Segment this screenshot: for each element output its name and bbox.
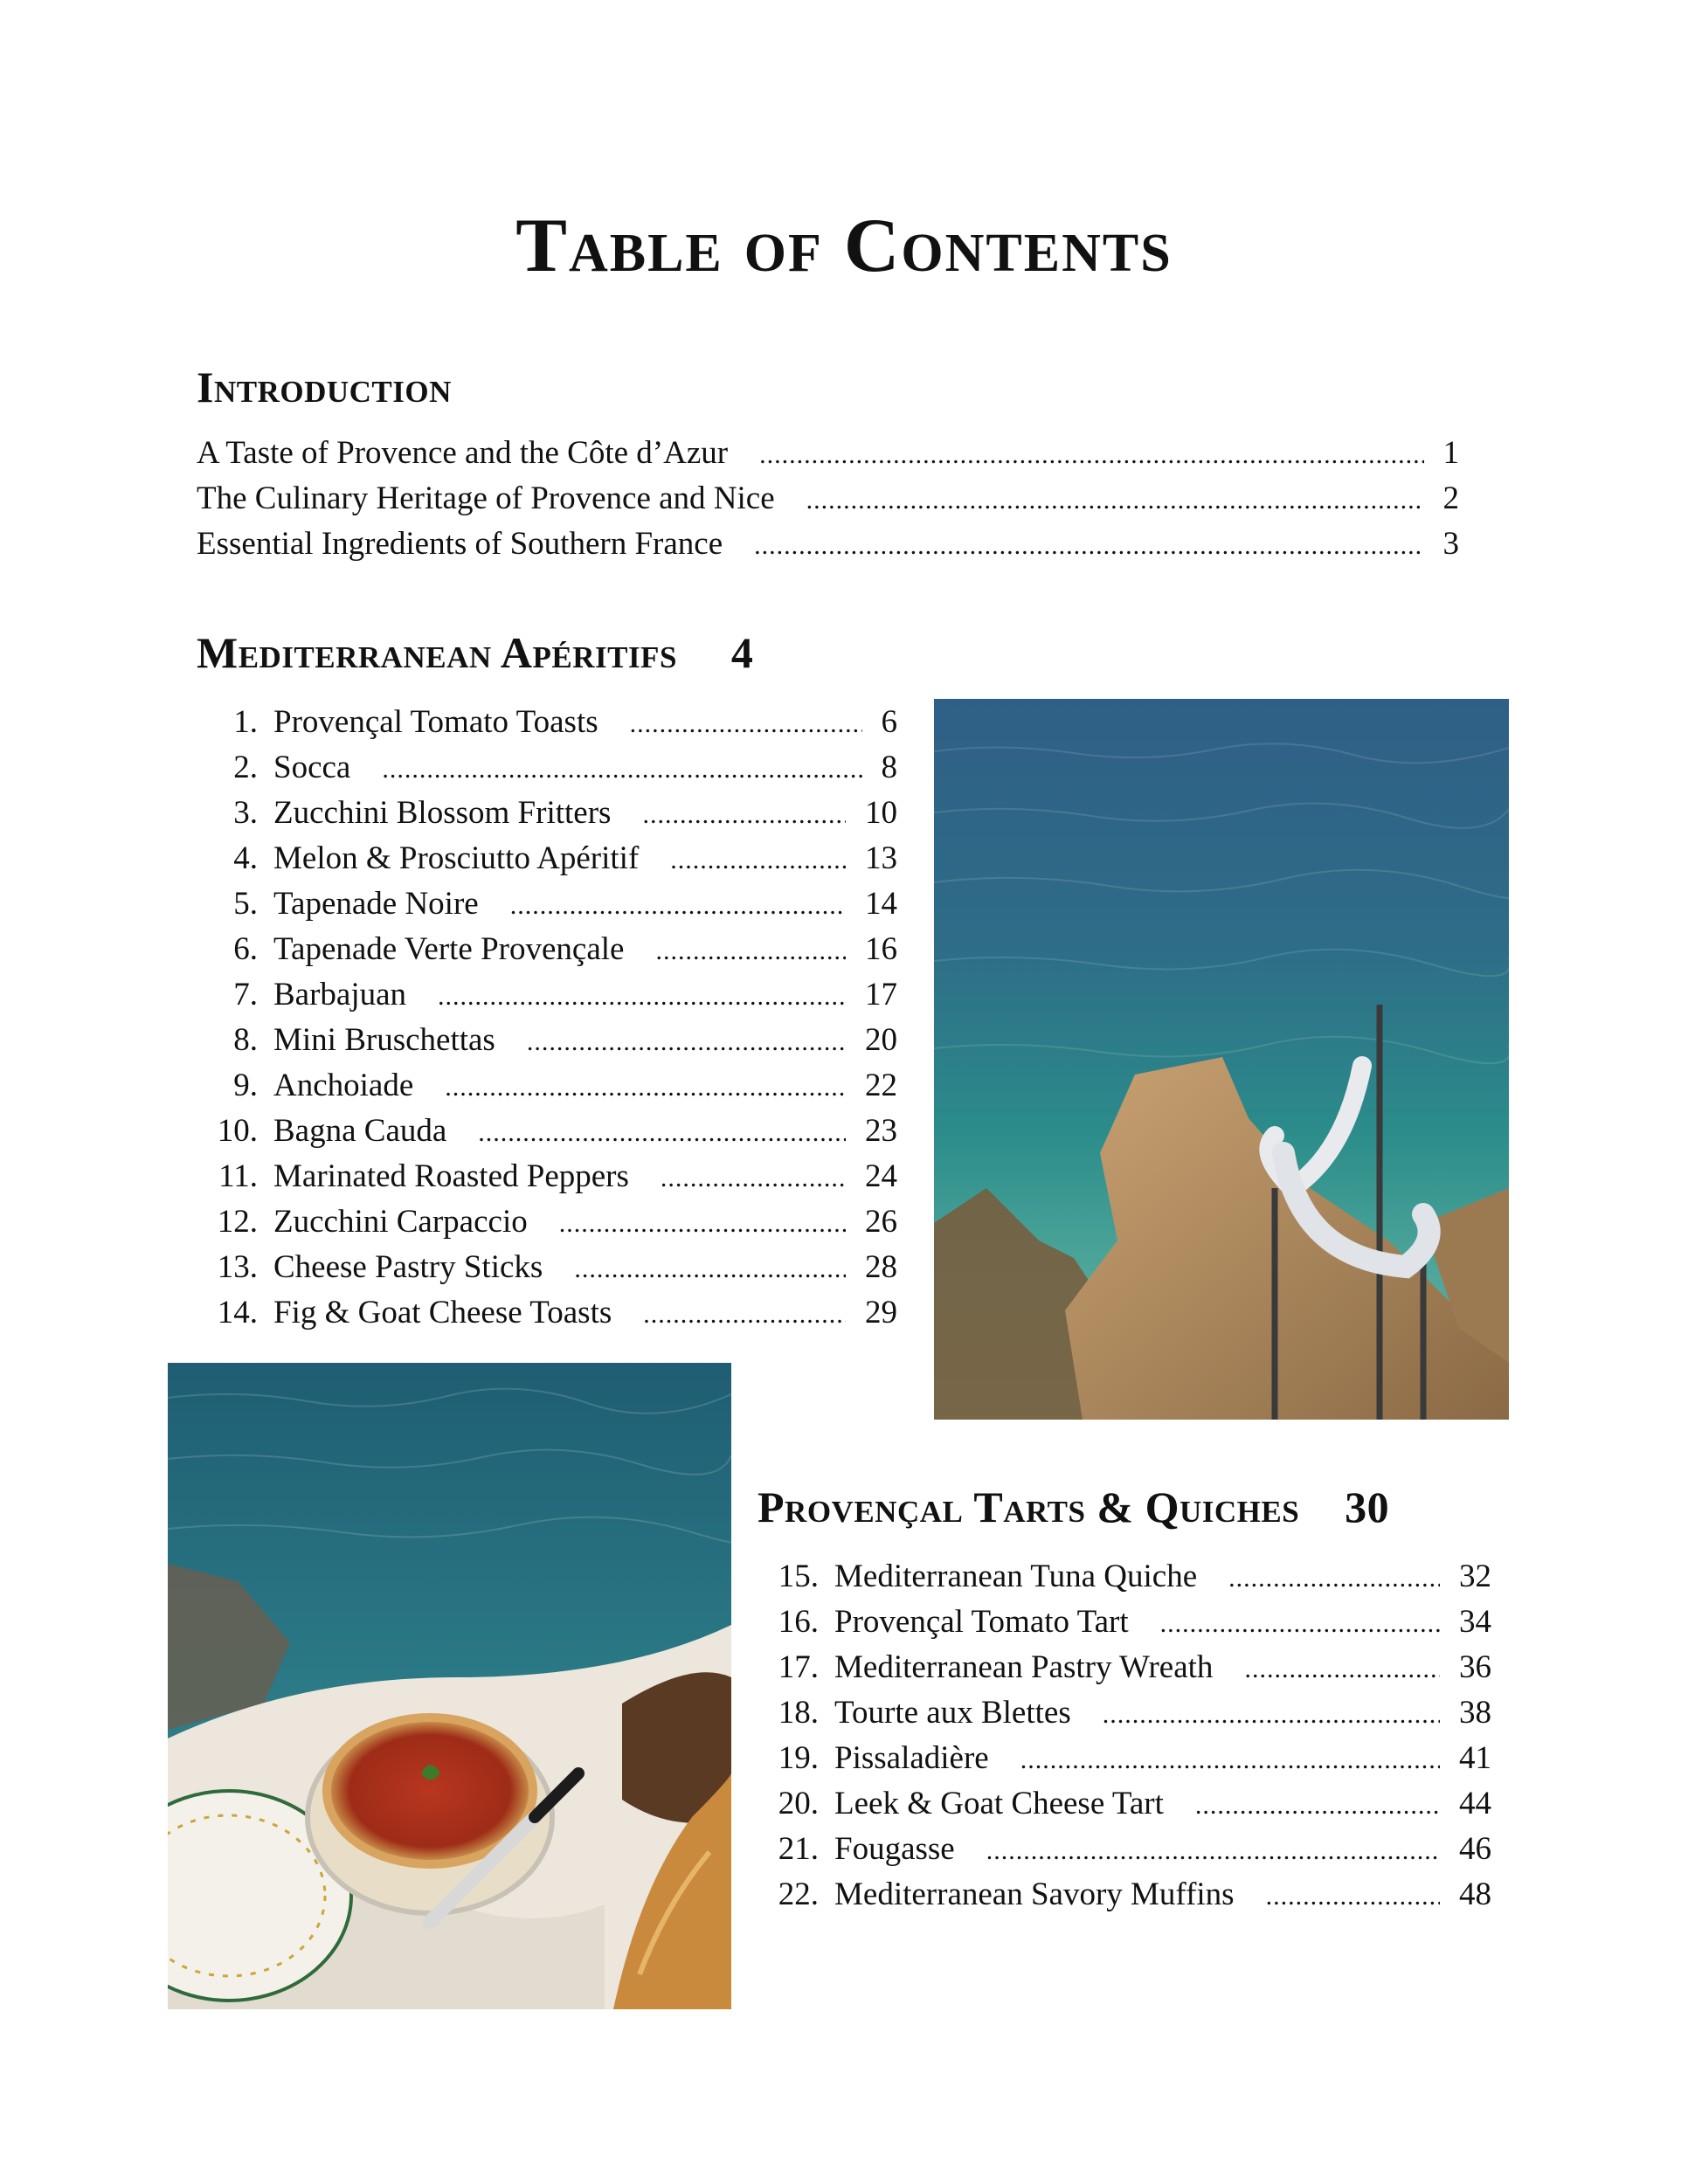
toc-entry[interactable] [197, 933, 897, 978]
entry-page-number: 36 [1459, 1649, 1491, 1685]
toc-entry[interactable] [197, 437, 1459, 482]
dot-leader [438, 984, 846, 1010]
entry-page-number: 17 [865, 977, 897, 1013]
dot-leader [1195, 1793, 1440, 1819]
sea-steps-illustration [934, 699, 1509, 1420]
entry-number: 14. [217, 1295, 258, 1330]
entry-page-number: 46 [1459, 1831, 1491, 1867]
toc-entry[interactable] [197, 706, 897, 751]
tomato-tart-illustration [168, 1363, 731, 2009]
entry-title: Mediterranean Savory Muffins [834, 1876, 1235, 1912]
toc-entry[interactable] [197, 1024, 897, 1069]
toc-entry[interactable] [758, 1833, 1491, 1878]
entry-page-number: 1 [1442, 435, 1459, 471]
dot-leader [510, 893, 846, 919]
toc-entry[interactable] [197, 978, 897, 1024]
entry-number: 11. [218, 1158, 258, 1194]
dot-leader [806, 487, 1424, 514]
dot-leader [1244, 1656, 1440, 1683]
entry-number: 15. [778, 1559, 819, 1594]
entry-page-number: 29 [865, 1295, 897, 1330]
toc-entry[interactable] [758, 1787, 1491, 1833]
dot-leader [1266, 1883, 1440, 1910]
entry-number: 6. [233, 931, 258, 967]
entry-number: 19. [778, 1740, 819, 1776]
entry-title: Zucchini Carpaccio [273, 1204, 528, 1240]
toc-entry[interactable] [197, 888, 897, 933]
dot-leader [630, 711, 862, 737]
dot-leader [478, 1120, 846, 1146]
entry-number: 4. [233, 840, 258, 876]
entry-number: 12. [217, 1204, 258, 1240]
section-title: Introduction [197, 363, 452, 411]
entry-number: 21. [778, 1831, 819, 1867]
toc-entry[interactable] [758, 1606, 1491, 1651]
toc-entry[interactable] [197, 1251, 897, 1296]
entry-number: 16. [778, 1604, 819, 1640]
toc-entry[interactable] [758, 1697, 1491, 1742]
entry-page-number: 13 [865, 840, 897, 876]
entry-page-number: 16 [865, 931, 897, 967]
entry-number: 3. [233, 795, 258, 831]
section-heading-introduction [197, 365, 452, 409]
dot-leader [642, 802, 846, 828]
section-heading-aperitifs [197, 628, 754, 677]
dot-leader [1160, 1611, 1440, 1637]
entry-title: Zucchini Blossom Fritters [273, 795, 612, 831]
page-title: Table of Contents [515, 204, 1173, 288]
entry-page-number: 23 [865, 1113, 897, 1149]
dot-leader [661, 1165, 846, 1192]
toc-entry[interactable] [197, 1206, 897, 1251]
entry-page-number: 34 [1459, 1604, 1491, 1640]
aperitifs-list [197, 706, 897, 1342]
section-page-number: 30 [1345, 1482, 1390, 1531]
toc-entry[interactable] [197, 528, 1459, 573]
entry-number: 17. [778, 1649, 819, 1685]
entry-page-number: 48 [1459, 1876, 1491, 1912]
entry-title: Socca [273, 750, 351, 785]
entry-page-number: 32 [1459, 1559, 1491, 1594]
entry-page-number: 26 [865, 1204, 897, 1240]
entry-page-number: 14 [865, 886, 897, 922]
entry-title: Barbajuan [273, 977, 407, 1013]
entry-page-number: 10 [865, 795, 897, 831]
entry-title: Bagna Cauda [273, 1113, 447, 1149]
tomato-tart-photo [168, 1363, 731, 2009]
toc-entry[interactable] [197, 751, 897, 797]
entry-title: Tourte aux Blettes [834, 1695, 1071, 1731]
toc-entry[interactable] [758, 1651, 1491, 1697]
toc-entry[interactable] [197, 1296, 897, 1342]
tarts-list [758, 1560, 1491, 1924]
entry-title: A Taste of Provence and the Côte d’Azur [197, 435, 729, 471]
toc-entry[interactable] [758, 1878, 1491, 1924]
entry-title: Tapenade Noire [273, 886, 479, 922]
section-title: Mediterranean Apéritifs [197, 628, 677, 677]
entry-title: Mediterranean Pastry Wreath [834, 1649, 1214, 1685]
introduction-list [197, 437, 1459, 573]
entry-page-number: 24 [865, 1158, 897, 1194]
entry-title: Provençal Tomato Tart [834, 1604, 1129, 1640]
section-heading-tarts [758, 1482, 1390, 1531]
section-page-number: 4 [730, 628, 754, 677]
entry-title: Tapenade Verte Provençale [273, 931, 625, 967]
entry-title: The Culinary Heritage of Provence and Nice [197, 480, 775, 516]
toc-entry[interactable] [197, 1069, 897, 1115]
entry-page-number: 8 [881, 750, 897, 785]
toc-entry[interactable] [197, 482, 1459, 528]
entry-number: 5. [233, 886, 258, 922]
entry-page-number: 3 [1442, 526, 1459, 562]
entry-page-number: 6 [881, 704, 897, 740]
entry-number: 22. [778, 1876, 819, 1912]
entry-number: 7. [233, 977, 258, 1013]
entry-page-number: 22 [865, 1068, 897, 1103]
toc-entry[interactable] [197, 1115, 897, 1160]
dot-leader [445, 1075, 846, 1101]
section-title: Provençal Tarts & Quiches [758, 1482, 1300, 1531]
dot-leader [986, 1838, 1440, 1864]
toc-entry[interactable] [197, 842, 897, 888]
entry-number: 8. [233, 1022, 258, 1058]
entry-title: Melon & Prosciutto Apéritif [273, 840, 640, 876]
entry-page-number: 2 [1442, 480, 1459, 516]
entry-title: Fougasse [834, 1831, 955, 1867]
dot-leader [754, 533, 1423, 559]
entry-number: 1. [233, 704, 258, 740]
entry-number: 10. [217, 1113, 258, 1149]
sea-steps-photo [934, 699, 1509, 1420]
toc-entry[interactable] [197, 1160, 897, 1206]
dot-leader [670, 847, 846, 874]
entry-title: Cheese Pastry Sticks [273, 1249, 543, 1285]
entry-number: 13. [217, 1249, 258, 1285]
entry-number: 20. [778, 1786, 819, 1821]
entry-page-number: 38 [1459, 1695, 1491, 1731]
entry-number: 9. [233, 1068, 258, 1103]
entry-page-number: 44 [1459, 1786, 1491, 1821]
entry-title: Pissaladière [834, 1740, 989, 1776]
entry-number: 18. [778, 1695, 819, 1731]
entry-title: Leek & Goat Cheese Tart [834, 1786, 1164, 1821]
dot-leader [643, 1302, 846, 1328]
dot-leader [1103, 1702, 1440, 1728]
toc-entry[interactable] [758, 1560, 1491, 1606]
dot-leader [559, 1211, 846, 1237]
dot-leader [1020, 1747, 1440, 1773]
dot-leader [1228, 1565, 1440, 1592]
dot-leader [382, 757, 861, 783]
entry-title: Mini Bruschettas [273, 1022, 495, 1058]
entry-number: 2. [233, 750, 258, 785]
entry-page-number: 28 [865, 1249, 897, 1285]
toc-entry[interactable] [758, 1742, 1491, 1787]
entry-title: Marinated Roasted Peppers [273, 1158, 629, 1194]
dot-leader [574, 1256, 846, 1282]
dot-leader [759, 442, 1423, 468]
entry-title: Fig & Goat Cheese Toasts [273, 1295, 612, 1330]
entry-page-number: 41 [1459, 1740, 1491, 1776]
toc-entry[interactable] [197, 797, 897, 842]
entry-page-number: 20 [865, 1022, 897, 1058]
entry-title: Mediterranean Tuna Quiche [834, 1559, 1198, 1594]
entry-title: Essential Ingredients of Southern France [197, 526, 723, 562]
entry-title: Anchoiade [273, 1068, 414, 1103]
entry-title: Provençal Tomato Toasts [273, 704, 598, 740]
dot-leader [655, 938, 846, 964]
dot-leader [527, 1029, 846, 1055]
